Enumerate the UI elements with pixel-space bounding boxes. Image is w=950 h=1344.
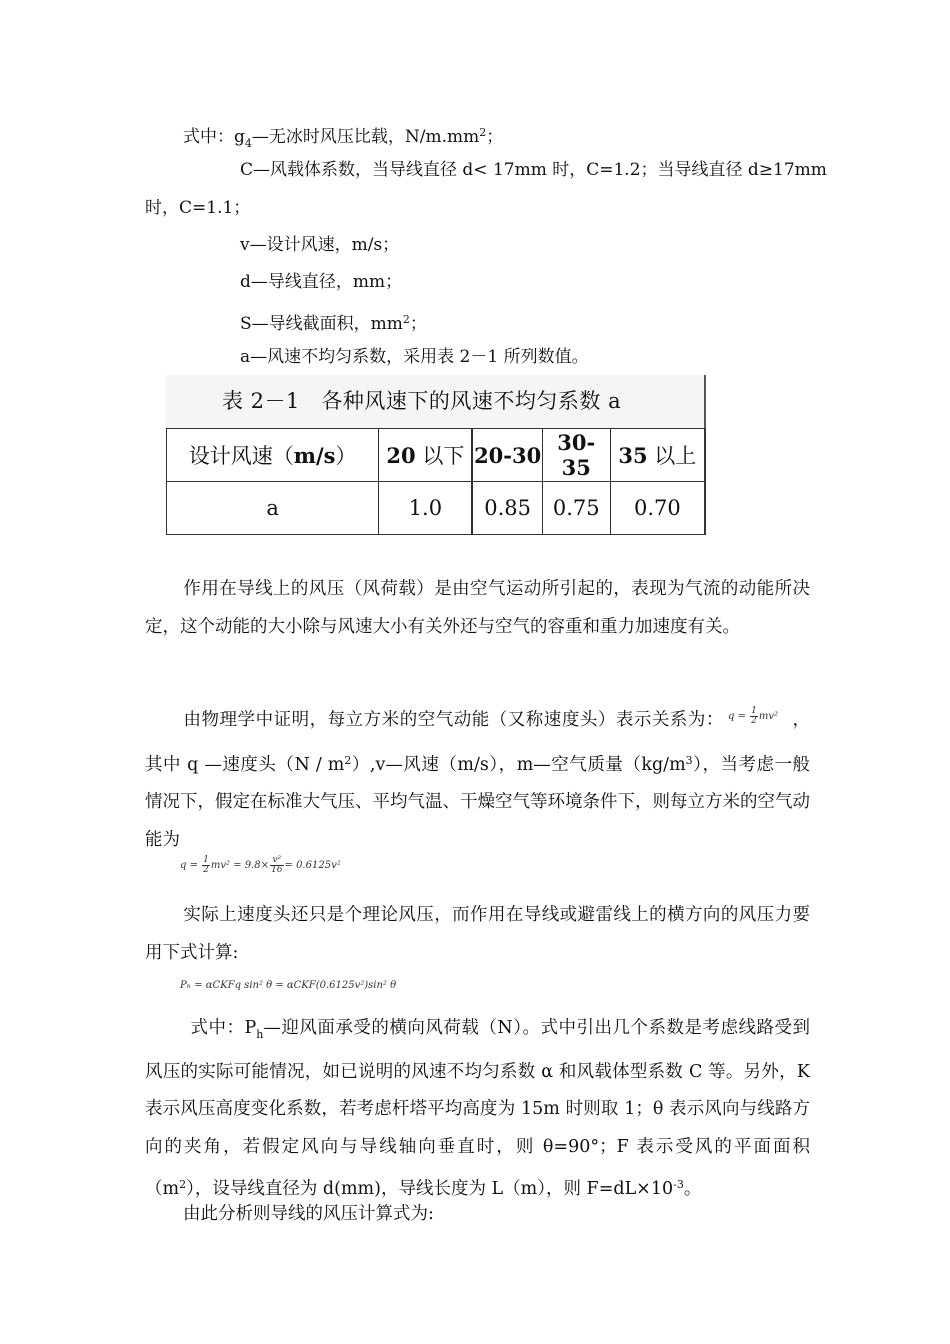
paragraph-conclusion [145,1196,810,1234]
paragraph-kinetic-energy [145,702,810,859]
para4-text-d: 。 [683,1179,702,1199]
def-c-line2: 时，C=1.1； [145,198,251,218]
col4-a: 35 [618,443,648,468]
header-design-speed [167,429,379,482]
value-cell-2: 0.85 [472,482,542,535]
header-label-c: ） [335,444,357,468]
formula-air-kinetic-energy: q = $\frac{1}{2}$ mv² = 9.8× $\frac{\text{v²}}{16}$ = 0.6125v² [180,855,341,875]
para2-sup1: 2 [344,753,352,767]
def-d: d—导线直径，mm； [240,272,403,292]
para4-sup1: 2 [179,1178,187,1191]
para2-text-d: ），当考虑一般情况下，假定在标准大气压、平均气温、干燥空气等环境条件下，则每立方米的空气动能为 [145,754,811,850]
value-cell-1: 1.0 [379,482,473,535]
col1-a: 20 [386,443,416,468]
def-g4 [183,122,503,155]
paragraph-coefficients [145,1010,810,1209]
paragraph-wind-pressure [145,571,810,646]
formula-velocity-head-inline: q = $\frac{1}{2}$ mv² [727,706,778,726]
table-caption: 表 2－1 各种风速下的风速不均匀系数 a [222,389,622,413]
para4-sub: h [256,1028,264,1041]
para2-text-c: ）,v—风速（m/s），m—空气质量（kg/m [351,754,686,775]
header-col-1 [379,429,473,482]
formula-lateral-wind-load: Pₕ = αCKFq sin² θ = αCKF(0.6125v²)sin² θ [180,980,397,991]
value-cell-4: 0.70 [610,482,705,535]
col1-b: 以下 [415,444,465,468]
def-s [240,309,427,335]
def-g4-sup: 2 [479,126,487,139]
coefficient-table [166,375,706,536]
header-label-b: m/s [293,443,336,468]
row-label-a: a [167,482,379,535]
header-label-a: 设计风速（ [188,444,294,468]
def-s-text: S—导线截面积，mm [240,314,403,334]
def-s-sup: 2 [402,313,410,326]
table-caption-bar [166,375,706,428]
para4-text-b: —迎风面承受的横向风荷载（N）。式中引出几个系数是考虑线路受到风压的实际可能情况，如已说明的风速不均匀系数 α 和风载体型系数 C 等。另外，K 表示风压高度变化系数，若考虑杆塔平均高度为 15m 时则取 1；θ 表示风向与线路方向的夹角，若假定风向与导线轴向垂直时，则 θ=90°；F 表示受风的平面面积（m [145,1018,811,1199]
para4-text-a: 式中：P [190,1018,257,1038]
para3-text: 实际上速度头还只是个理论风压，而作用在导线或避雷线上的横方向的风压力要用下式计算: [145,905,810,963]
table-value-row [167,482,706,535]
def-g4-prefix: 式中：g [183,127,245,147]
para2-sup2: 3 [685,753,693,767]
col4-b: 以上 [647,444,697,468]
header-col-3: 30-35 [542,429,610,482]
def-c-line1: C—风载体系数，当导线直径 d< 17mm 时，C=1.2；当导线直径 d≥17mm [240,160,827,180]
def-g4-end: ； [486,127,504,147]
def-v: v—设计风速，m/s； [240,235,400,255]
para2-text-a: 由物理学中证明，每立方米的空气动能（又称速度头）表示关系为： [183,710,724,730]
table-header-row [167,429,706,482]
value-cell-3: 0.75 [542,482,610,535]
coefficient-grid [166,428,706,535]
para5-text: 由此分析则导线的风压计算式为: [183,1204,434,1224]
def-s-end: ； [409,314,427,334]
para4-text-c: ），设导线直径为 d(mm)，导线长度为 L（m），则 F=dL×10 [186,1179,674,1199]
def-g4-desc: —无冰时风压比载，N/m.mm [251,127,480,147]
para1-text: 作用在导线上的风压（风荷载）是由空气运动所引起的，表现为气流的动能所决定，这个动能的大小除与风速大小有关外还与空气的容重和重力加速度有关。 [145,579,810,637]
para4-sup2: -3 [673,1178,684,1191]
header-col-2: 20-30 [472,429,542,482]
header-col-4 [610,429,705,482]
paragraph-theoretical-pressure [145,897,810,972]
para2-text-b: ，其中 q —速度头（N / m [145,710,810,775]
def-g4-sub: 4 [244,137,252,150]
def-a: a—风速不均匀系数，采用表 2－1 所列数值。 [240,347,589,367]
